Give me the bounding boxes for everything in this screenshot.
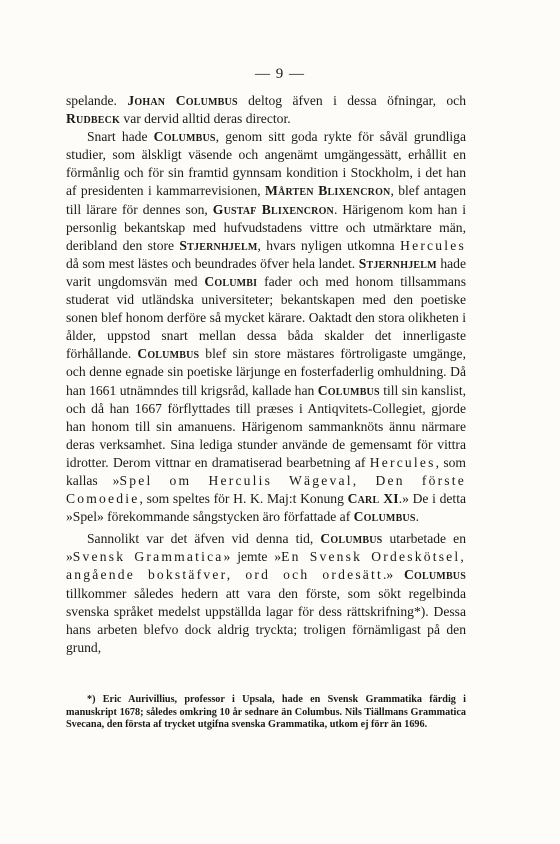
person-name: Mårten Blixencron: [265, 183, 391, 199]
text-run: spelande.: [66, 93, 128, 108]
person-name: Johan Columbus: [127, 93, 238, 108]
person-name: Columbus: [137, 346, 200, 362]
text-run: tillkommer således hedern att vara den förste, som sökt regelbinda svenska språket medelst uppställda lagar för dess rättskrifning*). Dessa hans arbeten blefvo dock aldrig tryckta; troligen förnämligast på den grund,: [66, 585, 466, 655]
person-name: Columbus: [153, 129, 216, 145]
spaced-title: En Svensk Ordeskötsel, angående bokstäfver, ord och ordesätt: [66, 549, 466, 583]
text-run: Snart hade: [87, 129, 154, 145]
person-name: Columbus: [317, 382, 380, 398]
text-run: Sannolikt var det äfven vid denna tid,: [87, 531, 321, 547]
text-run: till sin kanslist, och då han 1667 förflyttades till præses i Antiqvitets-Collegiet, gjorde han honom till sin amanuens. Härigenom sammanknöts ännu närmare deras verksamhet. Sina lediga stunder använde de gemensamt för vittra idrotter. Derom vittnar en dramatiserad bearbetning af: [66, 382, 466, 470]
text-run: , som kallas »: [66, 454, 466, 488]
person-name: Stjernhjelm: [179, 237, 258, 253]
person-name: Gustaf Blixencron: [212, 201, 334, 217]
text-run: , blef antagen till lärare för dennes son,: [66, 183, 466, 217]
person-name: Columbus: [320, 531, 383, 547]
body-text: [66, 92, 466, 657]
person-name: Stjernhjelm: [358, 255, 437, 271]
text-run: utarbetade en »: [66, 531, 466, 565]
text-run: .» De i detta »Spel» förekommande sångstycken äro författade af: [66, 491, 467, 525]
spaced-title: Svensk Grammatica: [72, 549, 224, 565]
paragraph-3: [66, 530, 466, 657]
page-number: — 9 —: [255, 66, 305, 82]
text-run: då som mest lästes och beundrades öfver hela landet.: [66, 255, 359, 271]
person-name: Rudbeck: [66, 111, 121, 127]
paragraph-2: [66, 128, 466, 526]
spaced-title: Spel om Herculis Wägeval, Den förste Comoedie: [66, 472, 466, 507]
spaced-title: Hercules: [369, 454, 436, 470]
person-name: Carl XI: [347, 491, 399, 507]
text-run: , genom sitt goda rykte för såväl grundliga studier, som älskligt väsende och angenämt umgängessätt, erhållit en förmånlig och för sin framtid gynnsam kondition i Stockholm, i det han af presidenten i kammarrevisionen,: [66, 129, 466, 199]
person-name: Columbus: [404, 567, 466, 583]
text-run: hade varit ungdomsvän med: [66, 255, 466, 289]
footnote: [66, 694, 466, 732]
footnote-text: *) Eric Aurivillius, professor i Upsala, hade en Svensk Grammatika färdig i manuskript 1678; således omkring 10 år sednare än Columbus. Nils Tiällmans Grammatica Svecana, den första af trycket utgifna svenska Grammatika, utkom ej förr än 1696.: [66, 694, 466, 731]
person-name: Columbus: [353, 509, 416, 525]
spaced-title: Hercules: [400, 237, 466, 253]
text-run: , hvars nyligen utkomna: [257, 237, 401, 253]
text-run: fader och med honom tillsammans studerat vid utländska universiteter; bekantskapen med den poetiske sonen blef honom derföre så mycket kärare. Oaktadt den stora olikheten i ålder, uppstod snart mellan dessa båda skalder det innerligaste förhållande.: [66, 273, 466, 362]
text-run: deltog äfven i dessa öfningar, och: [237, 93, 467, 108]
text-run: . Härigenom kom han i personlig bekantskap med hufvudstadens vittre och utmärktare män, deribland den store: [66, 201, 467, 253]
text-run: blef sin store mästares förtroligaste umgänge, och denne egnade sin poetiske lärjunge en fosterfaderlig omhuldning. Då han 1661 utnämndes till krigsråd, kallade han: [66, 346, 466, 398]
text-run: , som speltes för H. K. Maj:t Konung: [139, 491, 348, 507]
text-run: .: [415, 509, 420, 525]
text-run: .»: [383, 567, 405, 583]
text-run: var dervid alltid deras director.: [120, 111, 291, 127]
paragraph-1: [66, 92, 466, 128]
text-run: » jemte »: [223, 549, 282, 565]
person-name: Columbi: [204, 273, 258, 289]
